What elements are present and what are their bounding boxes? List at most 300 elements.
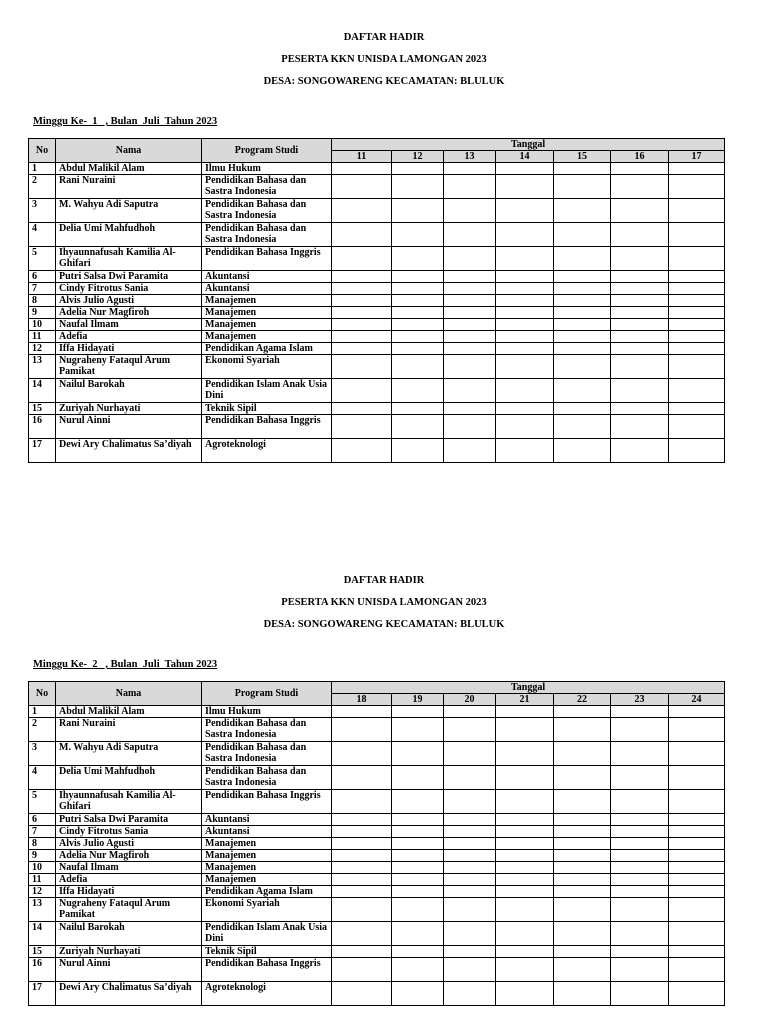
attendance-cell[interactable] — [332, 946, 392, 958]
attendance-cell[interactable] — [554, 199, 611, 223]
attendance-cell[interactable] — [611, 199, 669, 223]
attendance-cell[interactable] — [392, 247, 444, 271]
attendance-cell[interactable] — [496, 838, 554, 850]
attendance-cell[interactable] — [611, 826, 669, 838]
attendance-cell[interactable] — [611, 223, 669, 247]
attendance-cell[interactable] — [611, 838, 669, 850]
row-number: 17 — [29, 439, 56, 463]
attendance-cell[interactable] — [669, 814, 725, 826]
attendance-cell[interactable] — [392, 283, 444, 295]
attendance-cell[interactable] — [392, 415, 444, 439]
attendance-cell[interactable] — [496, 163, 554, 175]
study-program: Pendidikan Islam Anak Usia Dini — [202, 379, 332, 403]
attendance-cell[interactable] — [332, 163, 392, 175]
participant-name: Adelia Nur Magfiroh — [56, 307, 202, 319]
table-row — [29, 175, 725, 199]
attendance-cell[interactable] — [611, 415, 669, 439]
attendance-cell[interactable] — [496, 814, 554, 826]
attendance-cell[interactable] — [444, 415, 496, 439]
attendance-cell[interactable] — [611, 175, 669, 199]
attendance-cell[interactable] — [392, 175, 444, 199]
table-row — [29, 199, 725, 223]
date-header: 14 — [496, 151, 554, 163]
attendance-cell[interactable] — [392, 439, 444, 463]
attendance-cell[interactable] — [611, 742, 669, 766]
attendance-cell[interactable] — [554, 886, 611, 898]
study-program: Pendidikan Bahasa Inggris — [202, 958, 332, 982]
attendance-cell[interactable] — [554, 163, 611, 175]
row-number: 5 — [29, 790, 56, 814]
attendance-cell[interactable] — [332, 982, 392, 1006]
attendance-cell[interactable] — [444, 247, 496, 271]
attendance-cell[interactable] — [332, 223, 392, 247]
attendance-cell[interactable] — [392, 850, 444, 862]
attendance-cell[interactable] — [669, 982, 725, 1006]
attendance-cell[interactable] — [669, 874, 725, 886]
date-header: 12 — [392, 151, 444, 163]
attendance-cell[interactable] — [332, 766, 392, 790]
attendance-cell[interactable] — [332, 331, 392, 343]
attendance-cell[interactable] — [444, 199, 496, 223]
attendance-cell[interactable] — [669, 403, 725, 415]
attendance-cell[interactable] — [444, 766, 496, 790]
attendance-cell[interactable] — [611, 982, 669, 1006]
attendance-cell[interactable] — [332, 886, 392, 898]
attendance-cell[interactable] — [392, 898, 444, 922]
attendance-cell[interactable] — [496, 379, 554, 403]
attendance-cell[interactable] — [332, 319, 392, 331]
attendance-cell[interactable] — [611, 814, 669, 826]
attendance-cell[interactable] — [392, 742, 444, 766]
attendance-cell[interactable] — [392, 271, 444, 283]
table-row — [29, 946, 725, 958]
attendance-cell[interactable] — [611, 946, 669, 958]
attendance-cell[interactable] — [392, 379, 444, 403]
attendance-cell[interactable] — [554, 982, 611, 1006]
attendance-cell[interactable] — [554, 862, 611, 874]
attendance-cell[interactable] — [444, 742, 496, 766]
attendance-cell[interactable] — [496, 958, 554, 982]
attendance-cell[interactable] — [496, 415, 554, 439]
attendance-cell[interactable] — [392, 874, 444, 886]
row-number: 9 — [29, 307, 56, 319]
attendance-cell[interactable] — [611, 271, 669, 283]
attendance-cell[interactable] — [444, 175, 496, 199]
attendance-cell[interactable] — [444, 838, 496, 850]
attendance-cell[interactable] — [611, 355, 669, 379]
attendance-cell[interactable] — [554, 271, 611, 283]
attendance-cell[interactable] — [669, 223, 725, 247]
attendance-cell[interactable] — [332, 850, 392, 862]
attendance-cell[interactable] — [496, 223, 554, 247]
attendance-cell[interactable] — [554, 307, 611, 319]
attendance-cell[interactable] — [444, 223, 496, 247]
attendance-cell[interactable] — [444, 874, 496, 886]
attendance-cell[interactable] — [496, 331, 554, 343]
row-number: 4 — [29, 766, 56, 790]
attendance-cell[interactable] — [669, 379, 725, 403]
attendance-cell[interactable] — [669, 742, 725, 766]
attendance-cell[interactable] — [444, 271, 496, 283]
attendance-cell[interactable] — [554, 415, 611, 439]
attendance-cell[interactable] — [554, 379, 611, 403]
attendance-cell[interactable] — [669, 199, 725, 223]
participant-name: Zuriyah Nurhayati — [56, 403, 202, 415]
attendance-cell[interactable] — [554, 355, 611, 379]
participant-name: Dewi Ary Chalimatus Sa’diyah — [56, 439, 202, 463]
table-row — [29, 343, 725, 355]
sheet-title: DAFTAR HADIR — [343, 575, 425, 586]
date-header: 13 — [444, 151, 496, 163]
attendance-cell[interactable] — [332, 826, 392, 838]
attendance-cell[interactable] — [669, 790, 725, 814]
attendance-cell[interactable] — [669, 862, 725, 874]
attendance-cell[interactable] — [554, 898, 611, 922]
attendance-cell[interactable] — [496, 706, 554, 718]
attendance-cell[interactable] — [444, 403, 496, 415]
attendance-cell[interactable] — [496, 766, 554, 790]
attendance-table — [28, 681, 725, 1006]
attendance-cell[interactable] — [392, 718, 444, 742]
attendance-cell[interactable] — [496, 295, 554, 307]
attendance-cell[interactable] — [496, 439, 554, 463]
attendance-cell[interactable] — [554, 331, 611, 343]
attendance-cell[interactable] — [611, 922, 669, 946]
attendance-cell[interactable] — [444, 922, 496, 946]
attendance-cell[interactable] — [554, 439, 611, 463]
attendance-cell[interactable] — [332, 283, 392, 295]
attendance-cell[interactable] — [496, 307, 554, 319]
attendance-cell[interactable] — [554, 958, 611, 982]
attendance-cell[interactable] — [496, 922, 554, 946]
participant-name: Adefia — [56, 874, 202, 886]
attendance-cell[interactable] — [669, 331, 725, 343]
attendance-cell[interactable] — [444, 706, 496, 718]
participant-name: Ihyaunnafusah Kamilia Al-Ghifari — [56, 790, 202, 814]
attendance-cell[interactable] — [496, 355, 554, 379]
row-number: 9 — [29, 850, 56, 862]
attendance-cell[interactable] — [444, 814, 496, 826]
attendance-cell[interactable] — [392, 946, 444, 958]
attendance-cell[interactable] — [611, 331, 669, 343]
attendance-cell[interactable] — [444, 886, 496, 898]
attendance-cell[interactable] — [611, 886, 669, 898]
study-program: Ekonomi Syariah — [202, 898, 332, 922]
table-row — [29, 163, 725, 175]
attendance-cell[interactable] — [444, 946, 496, 958]
attendance-cell[interactable] — [496, 175, 554, 199]
attendance-cell[interactable] — [554, 223, 611, 247]
attendance-cell[interactable] — [496, 850, 554, 862]
table-row — [29, 898, 725, 922]
attendance-cell[interactable] — [332, 790, 392, 814]
attendance-cell[interactable] — [554, 295, 611, 307]
attendance-cell[interactable] — [611, 439, 669, 463]
attendance-cell[interactable] — [611, 718, 669, 742]
study-program: Akuntansi — [202, 814, 332, 826]
study-program: Manajemen — [202, 331, 332, 343]
study-program: Manajemen — [202, 319, 332, 331]
attendance-cell[interactable] — [392, 826, 444, 838]
attendance-cell[interactable] — [669, 886, 725, 898]
column-header-tanggal: Tanggal — [332, 139, 725, 151]
column-header-nama: Nama — [56, 682, 202, 706]
attendance-cell[interactable] — [611, 790, 669, 814]
attendance-cell[interactable] — [611, 283, 669, 295]
attendance-cell[interactable] — [611, 163, 669, 175]
table-row — [29, 982, 725, 1006]
attendance-cell[interactable] — [444, 862, 496, 874]
attendance-cell[interactable] — [554, 850, 611, 862]
attendance-cell[interactable] — [392, 838, 444, 850]
attendance-cell[interactable] — [611, 862, 669, 874]
attendance-cell[interactable] — [444, 331, 496, 343]
attendance-cell[interactable] — [332, 379, 392, 403]
attendance-cell[interactable] — [669, 766, 725, 790]
column-header-no: No — [29, 139, 56, 163]
participant-name: Nurul Ainni — [56, 415, 202, 439]
attendance-cell[interactable] — [554, 922, 611, 946]
date-header: 19 — [392, 694, 444, 706]
table-row — [29, 838, 725, 850]
attendance-cell[interactable] — [332, 415, 392, 439]
attendance-cell[interactable] — [332, 862, 392, 874]
attendance-cell[interactable] — [554, 403, 611, 415]
attendance-cell[interactable] — [496, 790, 554, 814]
attendance-cell[interactable] — [669, 247, 725, 271]
attendance-cell[interactable] — [496, 403, 554, 415]
attendance-cell[interactable] — [669, 718, 725, 742]
participant-name: Alvis Julio Agusti — [56, 838, 202, 850]
attendance-cell[interactable] — [669, 415, 725, 439]
attendance-cell[interactable] — [496, 742, 554, 766]
attendance-cell[interactable] — [332, 295, 392, 307]
attendance-cell[interactable] — [669, 826, 725, 838]
study-program: Akuntansi — [202, 826, 332, 838]
attendance-cell[interactable] — [554, 319, 611, 331]
attendance-cell[interactable] — [611, 766, 669, 790]
attendance-cell[interactable] — [669, 922, 725, 946]
attendance-cell[interactable] — [669, 163, 725, 175]
attendance-cell[interactable] — [392, 790, 444, 814]
attendance-cell[interactable] — [669, 958, 725, 982]
attendance-cell[interactable] — [669, 283, 725, 295]
attendance-cell[interactable] — [669, 838, 725, 850]
week-label: Minggu Ke- 2 , Bulan Juli Tahun 2023 — [33, 659, 218, 670]
attendance-cell[interactable] — [332, 199, 392, 223]
date-header: 23 — [611, 694, 669, 706]
table-row — [29, 295, 725, 307]
date-header: 15 — [554, 151, 611, 163]
attendance-cell[interactable] — [392, 886, 444, 898]
attendance-cell[interactable] — [444, 718, 496, 742]
attendance-cell[interactable] — [669, 307, 725, 319]
attendance-cell[interactable] — [669, 439, 725, 463]
attendance-cell[interactable] — [392, 295, 444, 307]
attendance-cell[interactable] — [444, 319, 496, 331]
attendance-cell[interactable] — [392, 814, 444, 826]
table-row — [29, 403, 725, 415]
attendance-cell[interactable] — [332, 247, 392, 271]
attendance-cell[interactable] — [332, 355, 392, 379]
attendance-cell[interactable] — [611, 850, 669, 862]
attendance-cell[interactable] — [611, 319, 669, 331]
attendance-cell[interactable] — [392, 163, 444, 175]
attendance-cell[interactable] — [611, 958, 669, 982]
attendance-cell[interactable] — [496, 874, 554, 886]
attendance-cell[interactable] — [554, 343, 611, 355]
attendance-cell[interactable] — [392, 862, 444, 874]
attendance-cell[interactable] — [444, 307, 496, 319]
attendance-cell[interactable] — [392, 706, 444, 718]
attendance-cell[interactable] — [392, 766, 444, 790]
attendance-cell[interactable] — [669, 295, 725, 307]
attendance-cell[interactable] — [444, 790, 496, 814]
attendance-cell[interactable] — [554, 175, 611, 199]
attendance-cell[interactable] — [611, 307, 669, 319]
attendance-cell[interactable] — [392, 343, 444, 355]
participant-name: Rani Nuraini — [56, 718, 202, 742]
study-program: Akuntansi — [202, 283, 332, 295]
attendance-cell[interactable] — [496, 982, 554, 1006]
attendance-cell[interactable] — [669, 319, 725, 331]
study-program: Manajemen — [202, 850, 332, 862]
attendance-cell[interactable] — [444, 982, 496, 1006]
attendance-cell[interactable] — [554, 718, 611, 742]
attendance-cell[interactable] — [669, 271, 725, 283]
attendance-cell[interactable] — [554, 247, 611, 271]
attendance-cell[interactable] — [611, 706, 669, 718]
attendance-cell[interactable] — [669, 355, 725, 379]
attendance-cell[interactable] — [611, 403, 669, 415]
row-number: 8 — [29, 295, 56, 307]
attendance-cell[interactable] — [669, 898, 725, 922]
attendance-cell[interactable] — [554, 814, 611, 826]
attendance-cell[interactable] — [496, 199, 554, 223]
attendance-cell[interactable] — [392, 355, 444, 379]
attendance-cell[interactable] — [444, 163, 496, 175]
attendance-cell[interactable] — [554, 946, 611, 958]
row-number: 4 — [29, 223, 56, 247]
attendance-cell[interactable] — [332, 439, 392, 463]
attendance-cell[interactable] — [611, 247, 669, 271]
attendance-cell[interactable] — [444, 958, 496, 982]
attendance-cell[interactable] — [496, 718, 554, 742]
attendance-cell[interactable] — [496, 886, 554, 898]
attendance-cell[interactable] — [392, 958, 444, 982]
attendance-cell[interactable] — [611, 874, 669, 886]
attendance-cell[interactable] — [554, 706, 611, 718]
attendance-cell[interactable] — [392, 331, 444, 343]
participant-name: Delia Umi Mahfudhoh — [56, 766, 202, 790]
attendance-cell[interactable] — [611, 343, 669, 355]
attendance-cell[interactable] — [332, 838, 392, 850]
attendance-cell[interactable] — [332, 175, 392, 199]
attendance-cell[interactable] — [496, 319, 554, 331]
attendance-cell[interactable] — [332, 898, 392, 922]
attendance-cell[interactable] — [332, 307, 392, 319]
attendance-cell[interactable] — [496, 898, 554, 922]
attendance-cell[interactable] — [611, 379, 669, 403]
attendance-cell[interactable] — [332, 706, 392, 718]
table-row — [29, 922, 725, 946]
attendance-cell[interactable] — [554, 874, 611, 886]
participant-name: Dewi Ary Chalimatus Sa’diyah — [56, 982, 202, 1006]
attendance-cell[interactable] — [392, 319, 444, 331]
attendance-cell[interactable] — [496, 283, 554, 295]
table-row — [29, 766, 725, 790]
attendance-cell[interactable] — [332, 874, 392, 886]
attendance-cell[interactable] — [554, 283, 611, 295]
attendance-cell[interactable] — [554, 742, 611, 766]
attendance-cell[interactable] — [554, 790, 611, 814]
participant-name: Nugraheny Fataqul Arum Pamikat — [56, 898, 202, 922]
attendance-cell[interactable] — [332, 271, 392, 283]
attendance-cell[interactable] — [496, 946, 554, 958]
row-number: 16 — [29, 415, 56, 439]
attendance-cell[interactable] — [332, 922, 392, 946]
attendance-cell[interactable] — [392, 223, 444, 247]
attendance-cell[interactable] — [332, 403, 392, 415]
attendance-cell[interactable] — [332, 814, 392, 826]
attendance-cell[interactable] — [392, 199, 444, 223]
attendance-cell[interactable] — [332, 958, 392, 982]
attendance-cell[interactable] — [444, 343, 496, 355]
row-number: 7 — [29, 826, 56, 838]
attendance-cell[interactable] — [611, 898, 669, 922]
attendance-cell[interactable] — [444, 355, 496, 379]
attendance-cell[interactable] — [392, 982, 444, 1006]
attendance-cell[interactable] — [669, 343, 725, 355]
attendance-cell[interactable] — [669, 175, 725, 199]
attendance-cell[interactable] — [554, 838, 611, 850]
sheet-location: DESA: SONGOWARENG KECAMATAN: BLULUK — [263, 619, 505, 630]
attendance-cell[interactable] — [669, 850, 725, 862]
attendance-cell[interactable] — [392, 922, 444, 946]
attendance-cell[interactable] — [444, 379, 496, 403]
column-header-tanggal: Tanggal — [332, 682, 725, 694]
attendance-cell[interactable] — [332, 343, 392, 355]
attendance-cell[interactable] — [496, 826, 554, 838]
attendance-cell[interactable] — [554, 766, 611, 790]
attendance-cell[interactable] — [496, 271, 554, 283]
study-program: Manajemen — [202, 838, 332, 850]
attendance-cell[interactable] — [669, 706, 725, 718]
attendance-cell[interactable] — [496, 247, 554, 271]
attendance-cell[interactable] — [444, 898, 496, 922]
attendance-cell[interactable] — [554, 826, 611, 838]
attendance-cell[interactable] — [392, 307, 444, 319]
attendance-cell[interactable] — [444, 283, 496, 295]
study-program: Akuntansi — [202, 271, 332, 283]
attendance-cell[interactable] — [332, 718, 392, 742]
attendance-cell[interactable] — [611, 295, 669, 307]
participant-name: Nurul Ainni — [56, 958, 202, 982]
attendance-cell[interactable] — [332, 742, 392, 766]
attendance-cell[interactable] — [444, 295, 496, 307]
attendance-cell[interactable] — [496, 862, 554, 874]
attendance-cell[interactable] — [444, 439, 496, 463]
column-header-program-studi: Program Studi — [202, 682, 332, 706]
attendance-cell[interactable] — [496, 343, 554, 355]
attendance-cell[interactable] — [444, 826, 496, 838]
attendance-cell[interactable] — [669, 946, 725, 958]
study-program: Pendidikan Bahasa dan Sastra Indonesia — [202, 223, 332, 247]
study-program: Pendidikan Bahasa dan Sastra Indonesia — [202, 742, 332, 766]
attendance-cell[interactable] — [392, 403, 444, 415]
participant-name: Nailul Barokah — [56, 922, 202, 946]
attendance-cell[interactable] — [444, 850, 496, 862]
